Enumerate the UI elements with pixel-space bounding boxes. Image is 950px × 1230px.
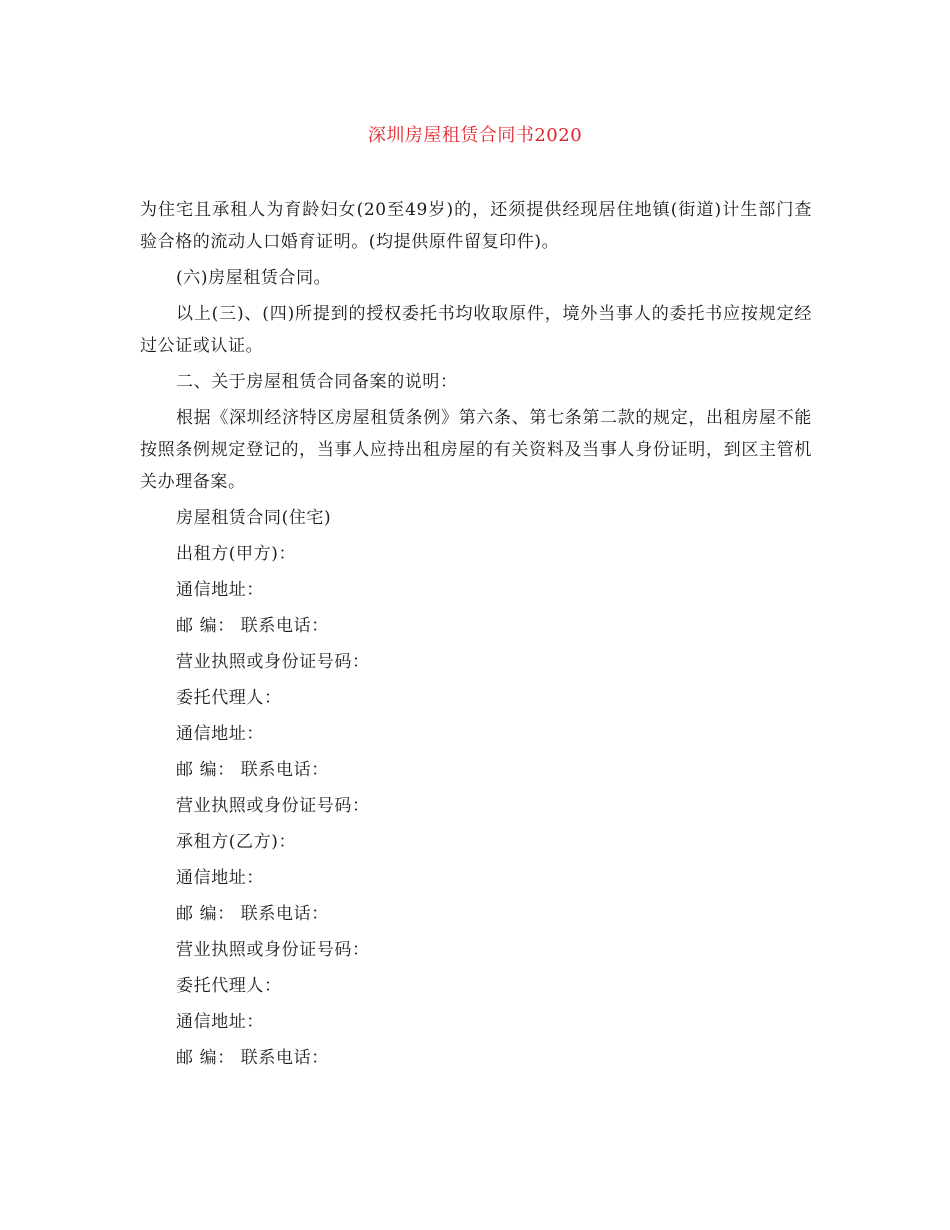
document-paragraph: 通信地址： xyxy=(176,580,264,600)
document-paragraph: (六)房屋租赁合同。 xyxy=(176,268,332,288)
document-paragraph: 房屋租赁合同(住宅) xyxy=(176,508,332,528)
document-paragraph: 通信地址： xyxy=(176,1012,264,1032)
document-paragraph: 营业执照或身份证号码： xyxy=(176,796,370,816)
document-paragraph: 出租方(甲方)： xyxy=(176,544,297,564)
document-paragraph: 营业执照或身份证号码： xyxy=(176,652,370,672)
document-paragraph: 以上(三)、(四)所提到的授权委托书均收取原件，境外当事人的委托书应按规定经过公证或认证。 xyxy=(140,304,812,356)
document-body xyxy=(140,194,812,1078)
document-paragraph: 邮 编： 联系电话： xyxy=(176,760,329,780)
document-paragraph: 承租方(乙方)： xyxy=(176,832,297,852)
document-paragraph: 通信地址： xyxy=(176,868,264,888)
document-paragraph: 通信地址： xyxy=(176,724,264,744)
document-paragraph: 委托代理人： xyxy=(176,976,282,996)
document-paragraph: 邮 编： 联系电话： xyxy=(176,1048,329,1068)
document-paragraph: 根据《深圳经济特区房屋租赁条例》第六条、第七条第二款的规定，出租房屋不能按照条例规定登记的，当事人应持出租房屋的有关资料及当事人身份证明，到区主管机关办理备案。 xyxy=(140,408,812,492)
document-paragraph: 为住宅且承租人为育龄妇女(20至49岁)的，还须提供经现居住地镇(街道)计生部门查验合格的流动人口婚育证明。(均提供原件留复印件)。 xyxy=(140,200,812,252)
document-paragraph: 邮 编： 联系电话： xyxy=(176,904,329,924)
document-paragraph: 营业执照或身份证号码： xyxy=(176,940,370,960)
document-paragraph: 委托代理人： xyxy=(176,688,282,708)
document-paragraph: 邮 编： 联系电话： xyxy=(176,616,329,636)
document-title: 深圳房屋租赁合同书2020 xyxy=(367,125,583,146)
document-paragraph: 二、关于房屋租赁合同备案的说明： xyxy=(176,372,458,392)
